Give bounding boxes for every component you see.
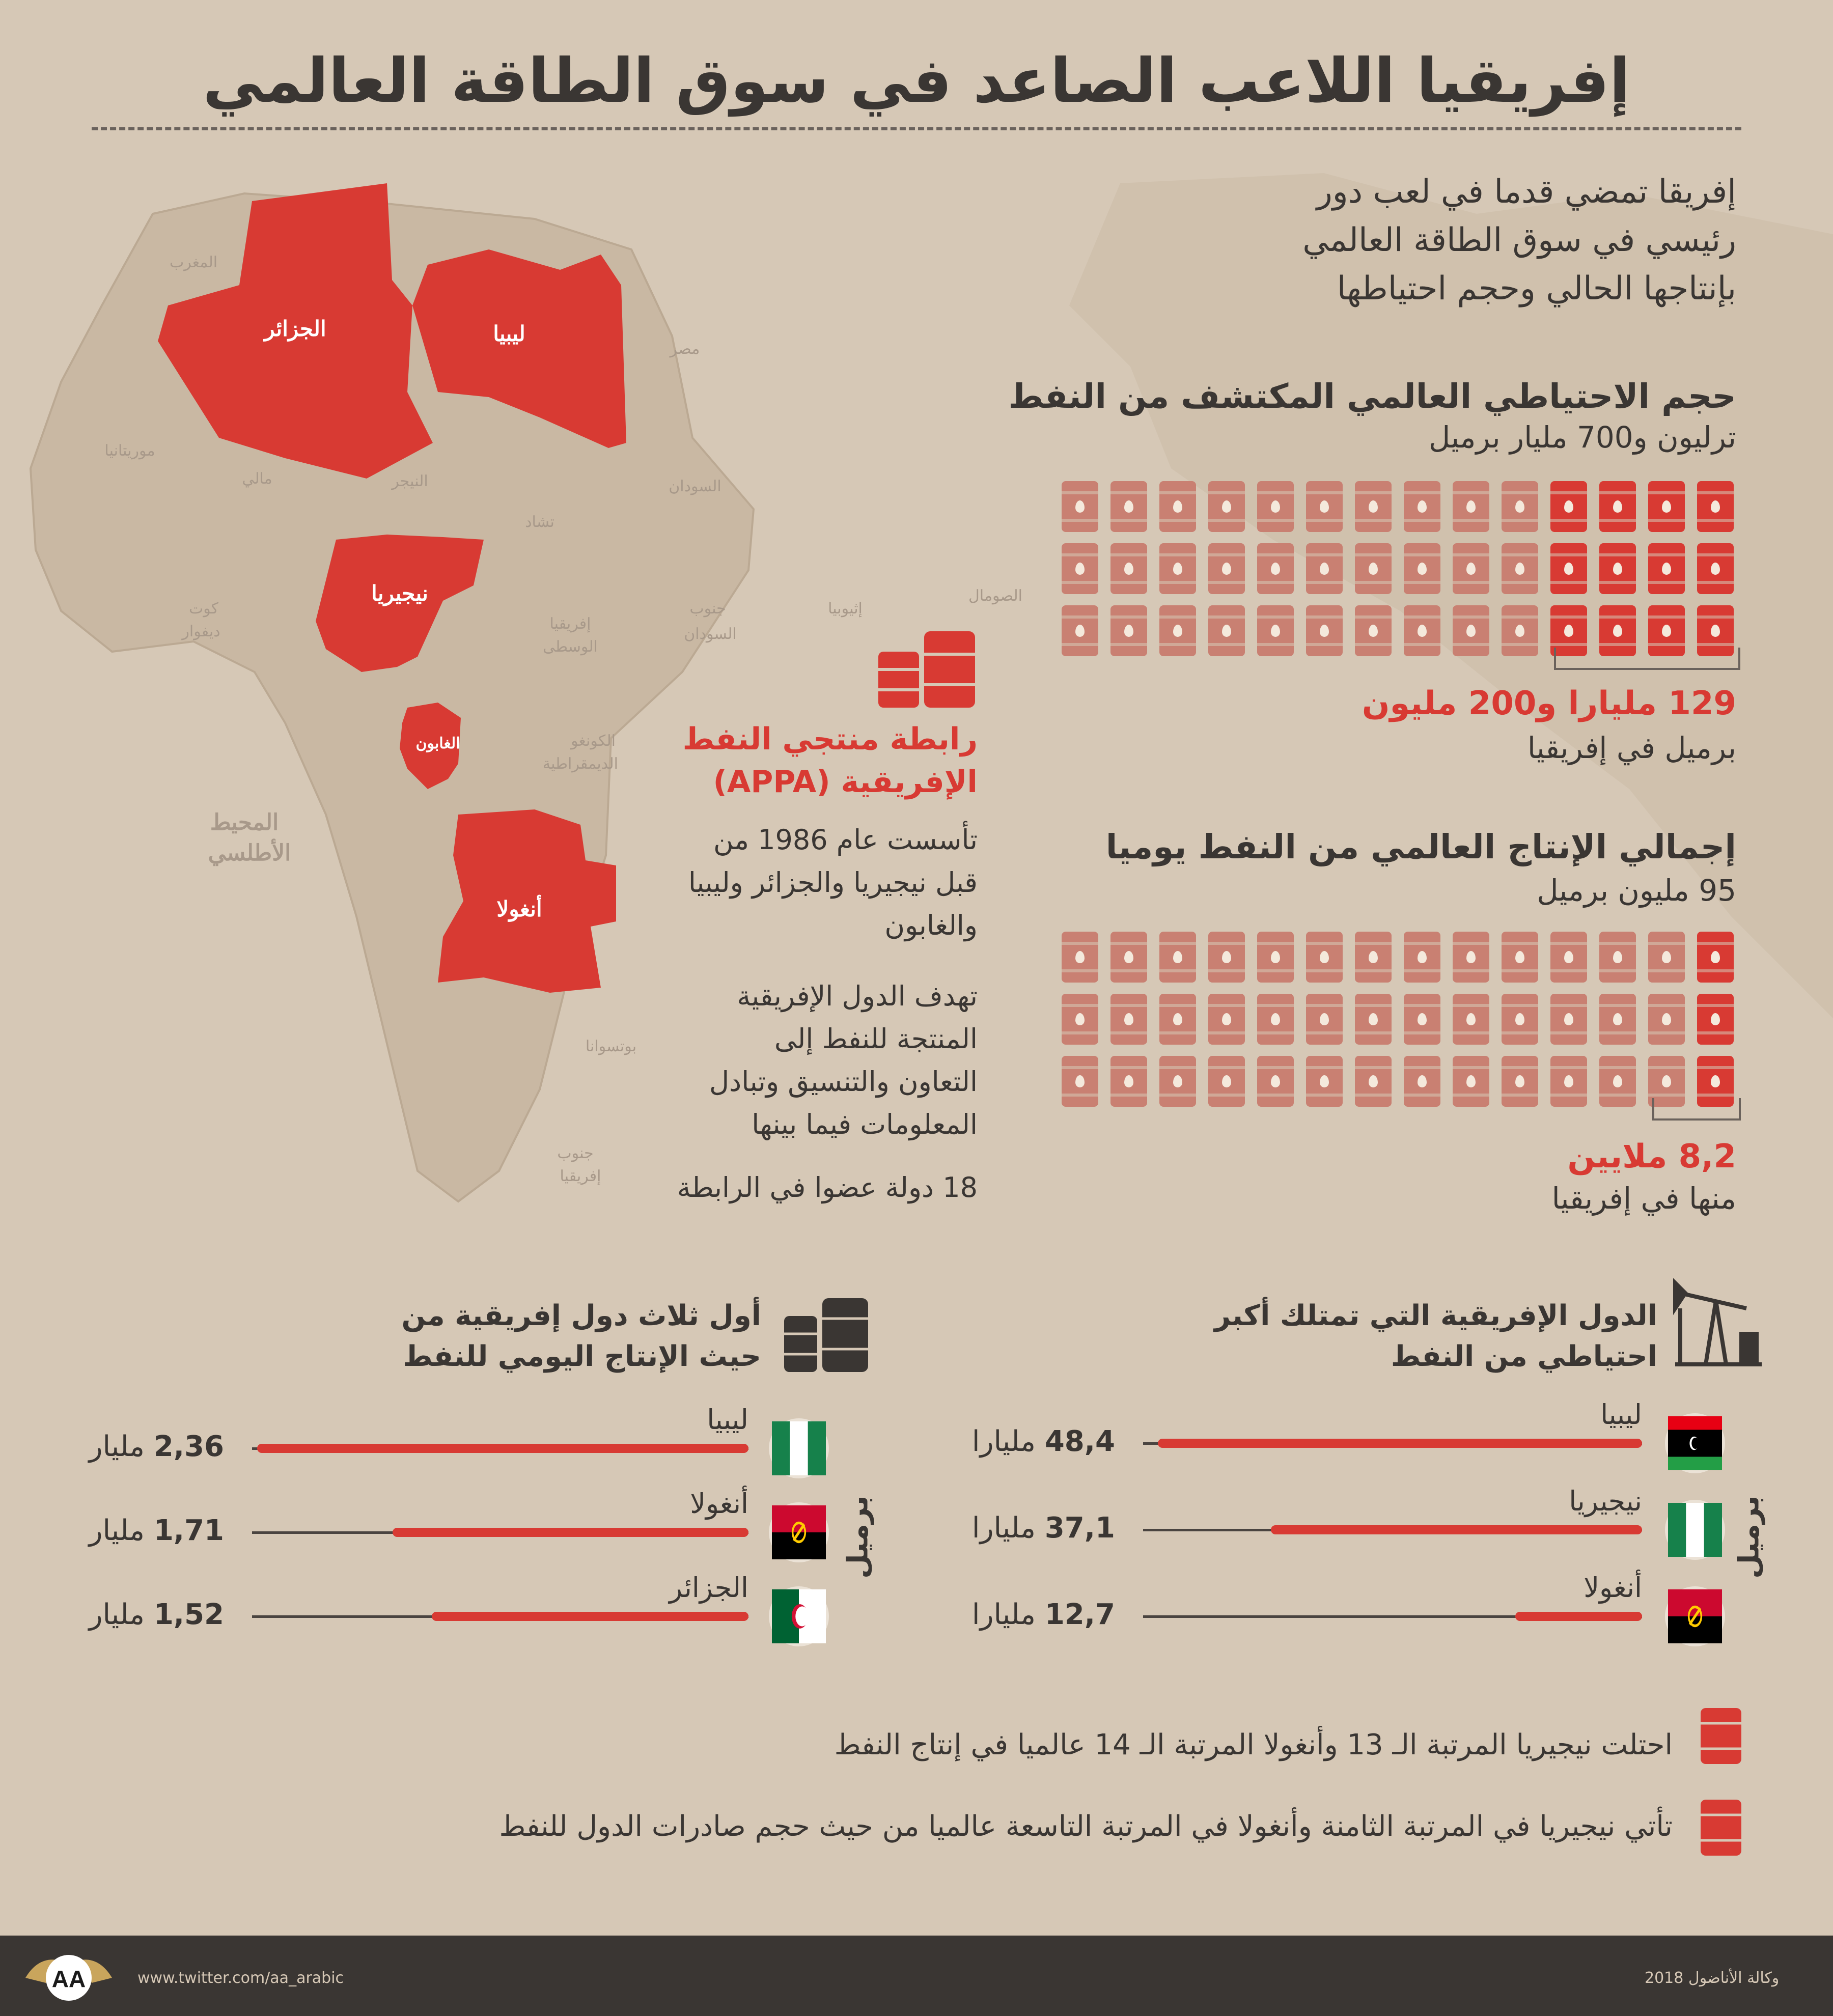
angola-flag-icon [1665, 1586, 1725, 1646]
world-barrel-icon [1599, 932, 1636, 983]
world-barrel-icon [1502, 932, 1538, 983]
oil-drop-icon [1271, 951, 1280, 963]
oil-drop-icon [1613, 563, 1622, 575]
oil-drop-icon [1320, 1013, 1329, 1025]
oil-drop-icon [1075, 563, 1085, 575]
value-label [89, 1598, 224, 1631]
africa-barrel-icon [1697, 994, 1734, 1045]
value-label [89, 1430, 224, 1463]
map-label-somalia: الصومال [968, 587, 1022, 604]
world-barrel-icon [1208, 932, 1245, 983]
map-label-south-sudan-1: جنوب [689, 600, 726, 617]
world-barrel-icon [1110, 994, 1147, 1045]
oil-drop-icon [1662, 563, 1671, 575]
world-barrel-icon [1306, 932, 1343, 983]
oil-drop-icon [1222, 951, 1231, 963]
oil-drop-icon [1515, 500, 1524, 513]
oil-drop-icon [1369, 1075, 1378, 1087]
nigeria-flag-icon [769, 1418, 829, 1478]
note-line: تأتي نيجيريا في المرتبة الثامنة وأنغولا في المرتبة التاسعة عالميا من حيث حجم صادرات الدول للنفط [499, 1810, 1673, 1843]
oil-drop-icon [1613, 500, 1622, 513]
oil-drop-icon [1564, 1075, 1573, 1087]
world-barrel-icon [1062, 543, 1098, 594]
oil-drop-icon [1173, 1075, 1182, 1087]
world-barrel-icon [1502, 994, 1538, 1045]
oil-drop-icon [1173, 1013, 1182, 1025]
value-number: 2,36 [153, 1430, 224, 1463]
oil-drop-icon [1466, 1013, 1476, 1025]
appa-goal-line: المنتجة للنفط إلى [774, 1023, 978, 1055]
oil-drop-icon [1222, 1013, 1231, 1025]
oil-drop-icon [1662, 1075, 1671, 1087]
value-unit: مليار [89, 1598, 145, 1631]
oil-drop-icon [1124, 625, 1133, 637]
appa-founded-line: قبل نيجيريا والجزائر وليبيا [688, 866, 978, 899]
top-production-heading-line: أول ثلاث دول إفريقية من [401, 1299, 761, 1332]
world-barrel-icon [1062, 932, 1098, 983]
country-name: الجزائر [669, 1572, 748, 1604]
world-barrel-icon [1502, 1056, 1538, 1107]
aa-logo-icon [20, 1942, 117, 2008]
oil-drop-icon [1222, 563, 1231, 575]
africa-barrel-icon [1697, 932, 1734, 983]
map-label-drc-1: الكونغو [571, 733, 616, 749]
oil-drop-icon [1075, 625, 1085, 637]
oil-drop-icon [1418, 500, 1427, 513]
oil-drop-icon [1124, 563, 1133, 575]
value-label [972, 1511, 1115, 1545]
map-label-egypt: مصر [670, 341, 700, 357]
value-number: 1,52 [153, 1598, 224, 1631]
appa-goal-line: تهدف الدول الإفريقية [737, 980, 978, 1012]
world-barrel-icon [1257, 605, 1294, 656]
barrel-bullet-icon [1701, 1800, 1741, 1856]
oil-barrels-icon [878, 631, 980, 713]
barrel-bullet-icon [1701, 1708, 1741, 1764]
appa-founded-line: تأسست عام 1986 من [713, 824, 978, 856]
oil-drop-icon [1662, 1013, 1671, 1025]
top-reserves-heading-line: احتياطي من النفط [1391, 1340, 1657, 1373]
world-barrel-icon [1404, 1056, 1440, 1107]
value-unit: مليار [89, 1430, 145, 1463]
oil-drop-icon [1075, 1013, 1085, 1025]
oil-drop-icon [1173, 500, 1182, 513]
country-name: نيجيريا [1569, 1485, 1642, 1517]
reserves-heading: حجم الاحتياطي العالمي المكتشف من النفط [1008, 377, 1736, 416]
world-barrel-icon [1062, 994, 1098, 1045]
oil-drop-icon [1662, 625, 1671, 637]
world-barrel-icon [1110, 1056, 1147, 1107]
value-number: 1,71 [153, 1514, 224, 1547]
oil-drop-icon [1320, 500, 1329, 513]
angola-flag-icon [769, 1502, 829, 1562]
world-barrel-icon [1453, 543, 1489, 594]
appa-title-line: الإفريقية (APPA) [713, 764, 978, 800]
world-barrel-icon [1306, 994, 1343, 1045]
world-barrel-icon [1208, 481, 1245, 532]
oil-drop-icon [1124, 951, 1133, 963]
map-label-south-africa-2: إفريقيا [560, 1168, 601, 1185]
world-barrel-icon [1257, 994, 1294, 1045]
value-label [972, 1598, 1115, 1631]
oil-drop-icon [1369, 625, 1378, 637]
oil-drop-icon [1466, 625, 1476, 637]
map-label-mauritania: موريتانيا [104, 442, 155, 459]
oil-drop-icon [1564, 625, 1573, 637]
value-bar [1515, 1612, 1642, 1621]
production-heading: إجمالي الإنتاج العالمي من النفط يوميا [1105, 827, 1736, 866]
world-barrel-icon [1306, 543, 1343, 594]
world-barrel-icon [1257, 481, 1294, 532]
oil-drop-icon [1075, 1075, 1085, 1087]
world-barrel-icon [1159, 994, 1196, 1045]
map-label-ethiopia: إثيوبيا [828, 600, 863, 617]
top-production-unit-label: برميل [841, 1495, 875, 1579]
title-divider [92, 127, 1741, 130]
country-name: ليبيا [1600, 1398, 1642, 1431]
top-reserves-heading [1199, 1296, 1657, 1377]
map-label-angola: أنغولا [496, 897, 542, 921]
oil-drop-icon [1515, 1075, 1524, 1087]
oil-drop-icon [1466, 500, 1476, 513]
world-barrel-icon [1110, 605, 1147, 656]
world-barrel-icon [1404, 481, 1440, 532]
libya-flag-icon [1665, 1413, 1725, 1473]
top-production-heading-line: حيث الإنتاج اليومي للنفط [403, 1340, 761, 1373]
world-barrel-icon [1404, 994, 1440, 1045]
oil-drop-icon [1369, 1013, 1378, 1025]
world-barrel-icon [1159, 932, 1196, 983]
africa-barrel-icon [1599, 481, 1636, 532]
oil-drop-icon [1466, 563, 1476, 575]
oil-drop-icon [1466, 951, 1476, 963]
oil-drop-icon [1515, 951, 1524, 963]
oil-drop-icon [1515, 625, 1524, 637]
top-reserves-unit-label: برميل [1732, 1495, 1766, 1579]
reserves-total: ترليون و700 مليار برميل [1428, 420, 1736, 455]
oil-drop-icon [1369, 951, 1378, 963]
world-barrel-icon [1355, 1056, 1392, 1107]
value-bar [393, 1528, 748, 1537]
world-barrel-icon [1599, 1056, 1636, 1107]
value-number: 37,1 [1044, 1511, 1115, 1545]
world-barrel-icon [1062, 605, 1098, 656]
world-barrel-icon [1110, 932, 1147, 983]
world-barrel-icon [1502, 605, 1538, 656]
algeria-flag-icon [769, 1586, 829, 1646]
oil-drop-icon [1369, 500, 1378, 513]
appa-title-line: رابطة منتجي النفط [682, 721, 978, 757]
africa-barrel-icon [1599, 543, 1636, 594]
value-bar [432, 1612, 748, 1621]
oil-drop-icon [1564, 500, 1573, 513]
oil-drop-icon [1466, 1075, 1476, 1087]
value-bar [1271, 1525, 1642, 1534]
world-barrel-icon [1648, 994, 1685, 1045]
map-label-ocean-1: المحيط [210, 810, 279, 835]
oil-drop-icon [1124, 500, 1133, 513]
world-barrel-icon [1306, 1056, 1343, 1107]
map-label-ivory-coast-1: كوت [188, 600, 219, 617]
map-label-gabon: الغابون [415, 735, 460, 752]
oil-drop-icon [1662, 951, 1671, 963]
aa-logo [20, 1942, 117, 2008]
oil-drop-icon [1173, 625, 1182, 637]
world-barrel-icon [1208, 994, 1245, 1045]
reserves-barrel-grid [1062, 481, 1739, 656]
note-line: احتلت نيجيريا المرتبة الـ 13 وأنغولا المرتبة الـ 14 عالميا في إنتاج النفط [834, 1728, 1673, 1761]
world-barrel-icon [1453, 1056, 1489, 1107]
map-label-south-sudan-2: السودان [684, 626, 737, 642]
world-barrel-icon [1208, 605, 1245, 656]
africa-barrel-icon [1648, 543, 1685, 594]
africa-barrel-icon [1550, 481, 1587, 532]
oil-barrels-dark-icon [784, 1298, 871, 1375]
oil-drop-icon [1124, 1013, 1133, 1025]
appa-block [601, 718, 978, 1209]
world-barrel-icon [1355, 481, 1392, 532]
intro-line: بإنتاجها الحالي وحجم احتياطها [1337, 270, 1736, 307]
oil-drop-icon [1711, 563, 1720, 575]
oil-drop-icon [1613, 1075, 1622, 1087]
world-barrel-icon [1404, 605, 1440, 656]
world-barrel-icon [1159, 1056, 1196, 1107]
map-label-car-2: الوسطى [543, 638, 598, 655]
production-africa-value: 8,2 ملايين [1567, 1138, 1736, 1175]
world-barrel-icon [1355, 543, 1392, 594]
world-barrel-icon [1257, 932, 1294, 983]
map-label-botswana: بوتسوانا [585, 1038, 637, 1055]
appa-goal-line: المعلومات فيما بينها [752, 1108, 978, 1140]
world-barrel-icon [1306, 481, 1343, 532]
oil-drop-icon [1075, 951, 1085, 963]
world-barrel-icon [1453, 481, 1489, 532]
oil-drop-icon [1711, 951, 1720, 963]
intro-line: رئيسي في سوق الطاقة العالمي [1302, 221, 1736, 259]
world-barrel-icon [1159, 605, 1196, 656]
oil-drop-icon [1173, 951, 1182, 963]
world-barrel-icon [1599, 994, 1636, 1045]
map-label-car-1: إفريقيا [549, 615, 591, 632]
reserves-bracket [1554, 648, 1740, 670]
value-bar [257, 1444, 748, 1453]
africa-barrel-icon [1648, 481, 1685, 532]
oil-drop-icon [1564, 1013, 1573, 1025]
map-label-south-africa-1: جنوب [557, 1145, 594, 1162]
value-number: 12,7 [1044, 1598, 1115, 1631]
oil-drop-icon [1418, 1013, 1427, 1025]
map-label-ocean-2: الأطلسي [208, 841, 291, 865]
oil-drop-icon [1320, 625, 1329, 637]
value-bar [1158, 1439, 1642, 1448]
oil-drop-icon [1711, 1075, 1720, 1087]
world-barrel-icon [1648, 932, 1685, 983]
world-barrel-icon [1110, 543, 1147, 594]
world-barrel-icon [1453, 932, 1489, 983]
value-number: 48,4 [1044, 1425, 1115, 1458]
value-unit: مليار [89, 1514, 145, 1547]
footer-credit: وكالة الأناضول 2018 [1645, 1969, 1780, 1987]
oil-drop-icon [1271, 625, 1280, 637]
reserves-africa-value: 129 مليارا و200 مليون [1362, 685, 1736, 722]
top-reserves-heading-line: الدول الإفريقية التي تمتلك أكبر [1214, 1299, 1657, 1332]
oil-drop-icon [1369, 563, 1378, 575]
oil-drop-icon [1564, 563, 1573, 575]
map-label-drc-2: الديمقراطية [543, 755, 618, 772]
oil-drop-icon [1711, 625, 1720, 637]
intro-line: إفريقا تمضي قدما في لعب دور [1316, 173, 1736, 211]
value-unit: مليارا [971, 1598, 1036, 1631]
production-barrel-grid [1062, 932, 1739, 1107]
page-title: إفريقيا اللاعب الصاعد في سوق الطاقة العالمي [203, 46, 1630, 117]
production-total: 95 مليون برميل [1537, 873, 1736, 908]
world-barrel-icon [1550, 994, 1587, 1045]
map-label-nigeria: نيجيريا [371, 581, 428, 605]
oil-drop-icon [1320, 951, 1329, 963]
production-africa-label: منها في إفريقيا [1551, 1181, 1736, 1216]
oil-drop-icon [1662, 500, 1671, 513]
oil-drop-icon [1222, 1075, 1231, 1087]
oil-drop-icon [1711, 500, 1720, 513]
value-label [89, 1514, 224, 1547]
aa-logo-text: AA [51, 1966, 86, 1992]
world-barrel-icon [1159, 543, 1196, 594]
oil-drop-icon [1613, 625, 1622, 637]
world-barrel-icon [1502, 543, 1538, 594]
world-barrel-icon [1355, 932, 1392, 983]
appa-founded-line: والغابون [884, 909, 978, 941]
world-barrel-icon [1257, 543, 1294, 594]
oil-drop-icon [1418, 625, 1427, 637]
oil-drop-icon [1222, 500, 1231, 513]
production-bracket [1652, 1098, 1741, 1121]
reserves-africa-label: برميل في إفريقيا [1527, 731, 1736, 765]
map-label-algeria: الجزائر [264, 317, 326, 341]
oil-drop-icon [1271, 1013, 1280, 1025]
oil-drop-icon [1418, 1075, 1427, 1087]
world-barrel-icon [1404, 543, 1440, 594]
world-barrel-icon [1306, 605, 1343, 656]
world-barrel-icon [1453, 994, 1489, 1045]
oil-drop-icon [1564, 951, 1573, 963]
map-label-chad: تشاد [525, 514, 554, 530]
map-label-niger: النيجر [392, 473, 428, 490]
country-name: ليبيا [707, 1404, 748, 1436]
oil-drop-icon [1271, 500, 1280, 513]
oil-drop-icon [1515, 1013, 1524, 1025]
oil-drop-icon [1124, 1075, 1133, 1087]
value-unit: مليارا [971, 1425, 1036, 1458]
world-barrel-icon [1453, 605, 1489, 656]
world-barrel-icon [1208, 1056, 1245, 1107]
oil-drop-icon [1271, 563, 1280, 575]
world-barrel-icon [1550, 932, 1587, 983]
map-label-sudan: السودان [669, 478, 721, 495]
africa-barrel-icon [1550, 543, 1587, 594]
top-production-heading [354, 1296, 761, 1377]
oil-drop-icon [1613, 1013, 1622, 1025]
world-barrel-icon [1550, 1056, 1587, 1107]
africa-barrel-icon [1697, 543, 1734, 594]
footer-twitter-link[interactable]: www.twitter.com/aa_arabic [137, 1969, 344, 1987]
oil-drop-icon [1613, 951, 1622, 963]
world-barrel-icon [1110, 481, 1147, 532]
country-name: أنغولا [690, 1488, 748, 1520]
nigeria-flag-icon [1665, 1500, 1725, 1560]
africa-barrel-icon [1697, 481, 1734, 532]
map-label-libya: ليبيا [493, 322, 525, 346]
oil-drop-icon [1418, 563, 1427, 575]
appa-members: 18 دولة عضوا في الرابطة [677, 1171, 978, 1203]
map-label-ivory-coast-2: ديفوار [182, 623, 220, 640]
oil-drop-icon [1075, 500, 1085, 513]
oil-drop-icon [1515, 563, 1524, 575]
oil-drop-icon [1711, 1013, 1720, 1025]
world-barrel-icon [1062, 481, 1098, 532]
world-barrel-icon [1208, 543, 1245, 594]
oil-drop-icon [1222, 625, 1231, 637]
oil-drop-icon [1320, 563, 1329, 575]
oil-drop-icon [1320, 1075, 1329, 1087]
oil-drop-icon [1271, 1075, 1280, 1087]
world-barrel-icon [1062, 1056, 1098, 1107]
map-label-morocco: المغرب [169, 254, 218, 271]
world-barrel-icon [1404, 932, 1440, 983]
value-unit: مليارا [971, 1511, 1036, 1545]
value-label [972, 1425, 1115, 1458]
oil-drop-icon [1173, 563, 1182, 575]
world-barrel-icon [1159, 481, 1196, 532]
appa-goal-line: التعاون والتنسيق وتبادل [709, 1066, 978, 1098]
world-barrel-icon [1502, 481, 1538, 532]
world-barrel-icon [1355, 994, 1392, 1045]
oil-pump-icon [1670, 1273, 1767, 1369]
world-barrel-icon [1257, 1056, 1294, 1107]
country-name: أنغولا [1584, 1572, 1642, 1604]
oil-drop-icon [1418, 951, 1427, 963]
world-barrel-icon [1355, 605, 1392, 656]
intro-text [922, 168, 1736, 313]
map-label-mali: مالي [242, 470, 272, 487]
